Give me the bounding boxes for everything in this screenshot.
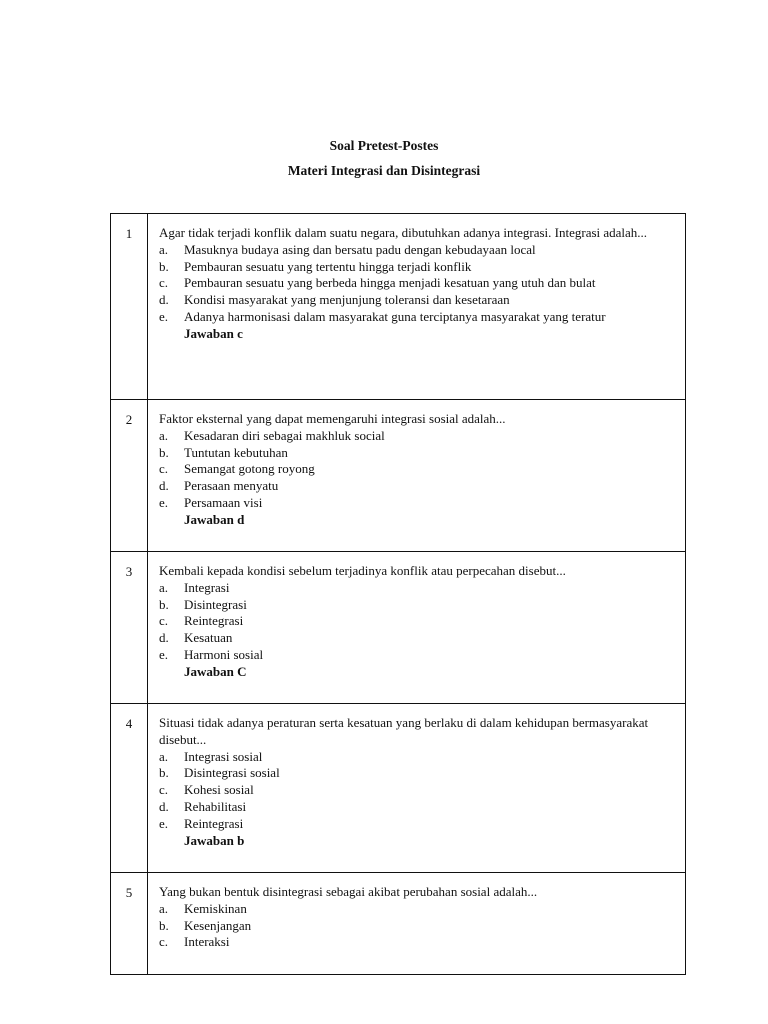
option-letter: e.: [159, 815, 169, 831]
option-item: [159, 816, 679, 833]
option-letter: d.: [159, 630, 169, 646]
options-list: [159, 428, 679, 512]
option-item: [159, 275, 679, 292]
document-subtitle: Materi Integrasi dan Disintegrasi: [287, 163, 481, 178]
options-list: [159, 901, 679, 951]
questions-table: [110, 213, 686, 975]
option-item: [159, 461, 679, 478]
option-letter: c.: [159, 461, 169, 477]
option-letter: a.: [159, 579, 169, 595]
question-text: Kembali kepada kondisi sebelum terjadinya konflik atau perpecahan disebut...: [159, 563, 566, 578]
question-body: [148, 552, 686, 704]
option-letter: c.: [159, 934, 169, 950]
option-letter: d.: [159, 798, 169, 814]
option-letter: e.: [159, 494, 169, 510]
option-letter: b.: [159, 765, 169, 781]
option-text: Kondisi masyarakat yang menjunjung toleransi dan kesetaraan: [184, 292, 510, 308]
option-text: Disintegrasi: [184, 596, 247, 612]
option-item: [159, 259, 679, 276]
option-letter: c.: [159, 275, 169, 291]
option-letter: a.: [159, 900, 169, 916]
option-item: [159, 749, 679, 766]
answer-key: Jawaban c: [184, 325, 243, 341]
option-text: Kesatuan: [184, 630, 233, 646]
question-number: 3: [111, 552, 148, 704]
option-text: Pembauran sesuatu yang tertentu hingga terjadi konflik: [184, 258, 472, 274]
option-text: Kesadaran diri sebagai makhluk social: [184, 427, 385, 443]
option-text: Integrasi sosial: [184, 748, 263, 764]
question-text: Situasi tidak adanya peraturan serta kesatuan yang berlaku di dalam kehidupan bermasyarakat disebut...: [159, 715, 649, 747]
option-letter: b.: [159, 444, 169, 460]
options-list: [159, 580, 679, 664]
option-letter: e.: [159, 646, 169, 662]
option-text: Reintegrasi: [184, 613, 244, 629]
option-text: Perasaan menyatu: [184, 478, 279, 494]
option-text: Rehabilitasi: [184, 798, 247, 814]
option-letter: b.: [159, 917, 169, 933]
question-row: [111, 873, 686, 975]
option-letter: d.: [159, 478, 169, 494]
question-number: 5: [111, 873, 148, 975]
question-text: Agar tidak terjadi konflik dalam suatu negara, dibutuhkan adanya integrasi. Integrasi adalah...: [159, 225, 648, 240]
option-item: [159, 782, 679, 799]
option-letter: a.: [159, 748, 169, 764]
option-item: [159, 478, 679, 495]
options-list: [159, 242, 679, 326]
answer-key: Jawaban C: [184, 663, 247, 679]
option-letter: c.: [159, 613, 169, 629]
option-letter: a.: [159, 427, 169, 443]
question-text: Faktor eksternal yang dapat memengaruhi integrasi sosial adalah...: [159, 411, 506, 426]
option-letter: b.: [159, 258, 169, 274]
option-item: [159, 292, 679, 309]
option-letter: b.: [159, 596, 169, 612]
option-text: Adanya harmonisasi dalam masyarakat guna terciptanya masyarakat yang teratur: [184, 308, 606, 324]
option-item: [159, 580, 679, 597]
option-item: [159, 799, 679, 816]
question-text: Yang bukan bentuk disintegrasi sebagai akibat perubahan sosial adalah...: [159, 884, 538, 899]
option-letter: c.: [159, 782, 169, 798]
option-text: Pembauran sesuatu yang berbeda hingga menjadi kesatuan yang utuh dan bulat: [184, 275, 596, 291]
option-text: Reintegrasi: [184, 815, 244, 831]
option-letter: d.: [159, 292, 169, 308]
option-item: [159, 613, 679, 630]
option-item: [159, 242, 679, 259]
option-text: Integrasi: [184, 579, 230, 595]
option-item: [159, 765, 679, 782]
option-text: Kemiskinan: [184, 900, 247, 916]
option-text: Kesenjangan: [184, 917, 252, 933]
option-text: Interaksi: [184, 934, 230, 950]
question-number: 4: [111, 704, 148, 873]
option-text: Tuntutan kebutuhan: [184, 444, 288, 460]
question-row: [111, 400, 686, 552]
answer-key: Jawaban b: [184, 832, 245, 848]
answer-key: Jawaban d: [184, 511, 245, 527]
question-body: [148, 704, 686, 873]
option-item: [159, 901, 679, 918]
question-row: [111, 552, 686, 704]
option-letter: a.: [159, 241, 169, 257]
option-item: [159, 630, 679, 647]
document-title: Soal Pretest-Postes: [329, 138, 439, 153]
option-item: [159, 495, 679, 512]
question-body: [148, 873, 686, 975]
option-item: [159, 647, 679, 664]
option-letter: e.: [159, 308, 169, 324]
option-item: [159, 597, 679, 614]
question-number: 2: [111, 400, 148, 552]
option-item: [159, 428, 679, 445]
question-row: [111, 214, 686, 400]
question-body: [148, 214, 686, 400]
option-text: Harmoni sosial: [184, 646, 264, 662]
option-text: Persamaan visi: [184, 494, 263, 510]
question-number: 1: [111, 214, 148, 400]
options-list: [159, 749, 679, 833]
question-body: [148, 400, 686, 552]
option-text: Masuknya budaya asing dan bersatu padu dengan kebudayaan local: [184, 241, 536, 257]
option-text: Semangat gotong royong: [184, 461, 315, 477]
option-item: [159, 445, 679, 462]
option-item: [159, 309, 679, 326]
option-text: Disintegrasi sosial: [184, 765, 280, 781]
option-item: [159, 918, 679, 935]
option-text: Kohesi sosial: [184, 782, 254, 798]
option-item: [159, 934, 679, 951]
question-row: [111, 704, 686, 873]
